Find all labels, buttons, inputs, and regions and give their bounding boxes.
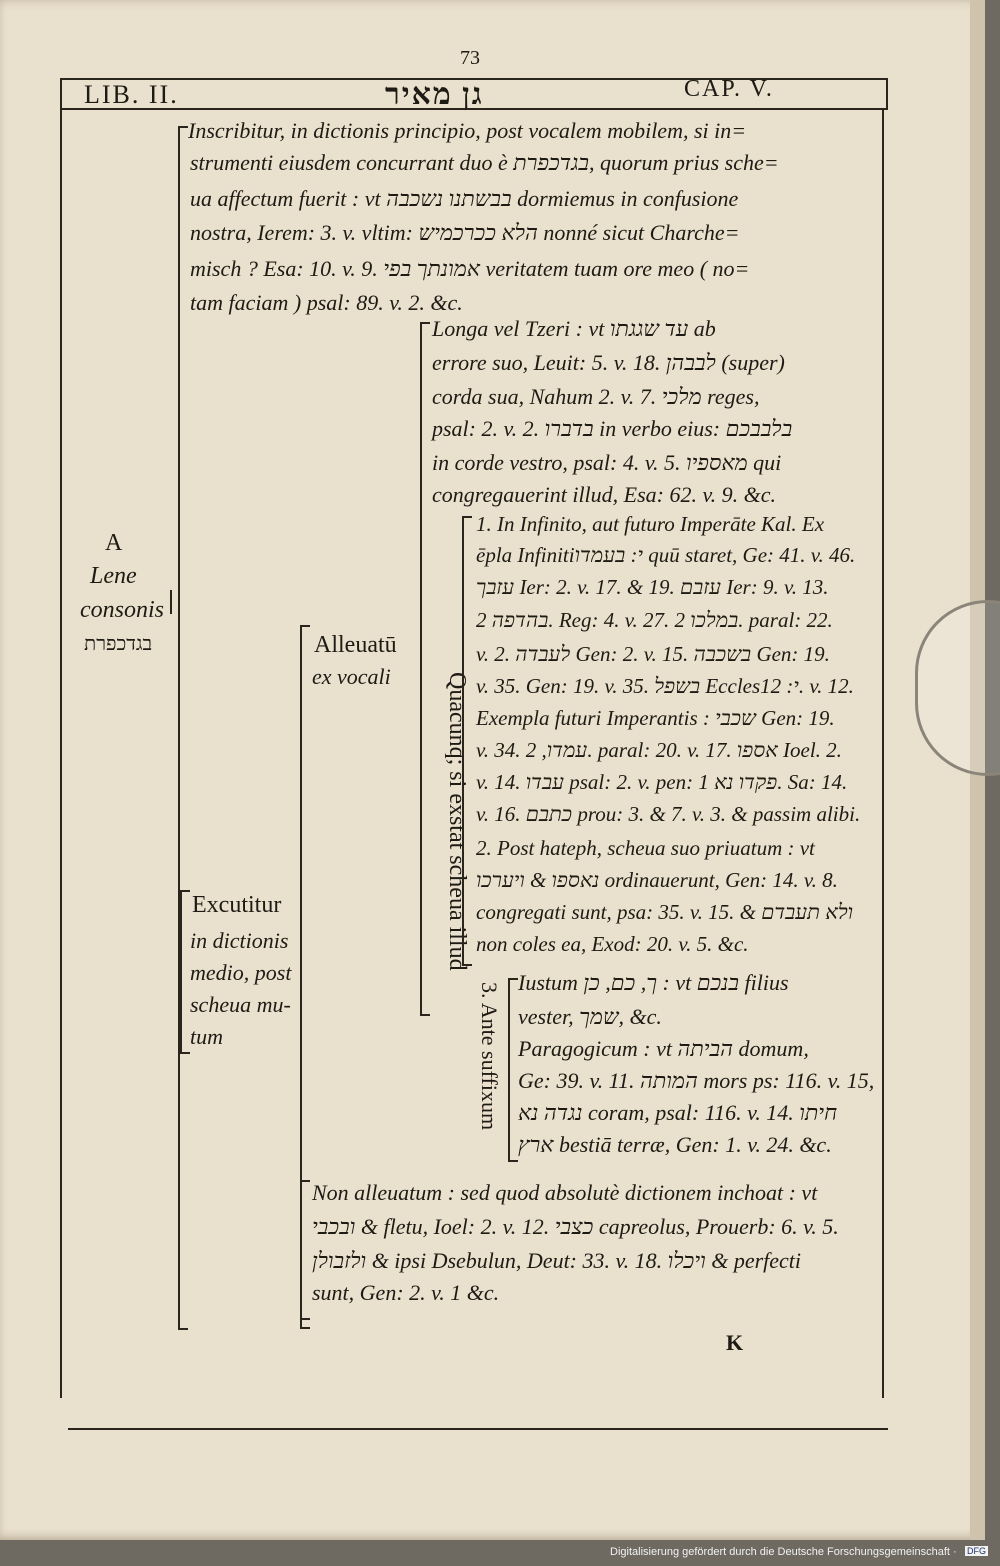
non-alleuatum-brace: [300, 1180, 310, 1320]
top-line: misch ? Esa: 10. v. 9. אמונתך בפי veritatem tuam ore meo ( no=: [190, 256, 750, 281]
left-label-letter: A: [105, 530, 123, 556]
page-tab-clip: [915, 600, 1000, 776]
iustum-brace: [508, 978, 518, 1162]
longa-brace: [420, 322, 430, 1016]
non-alleuatum-line: sunt, Gen: 2. v. 1 &c.: [312, 1280, 500, 1305]
vertical-ante-suffixum: 3. Ante suffixum: [477, 982, 502, 1131]
longa-line: Longa vel Tzeri : vt עד שגגתו ab: [432, 316, 716, 341]
infinito-line: ēpla Infinitiי: בעמדו quū staret, Ge: 41. v. 46.: [476, 543, 856, 567]
infinito-line: v. 35. Gen: 19. v. 35. בשפל Ecclesי: 12. v. 12.: [476, 674, 854, 698]
frame-right-rule: [882, 108, 884, 1398]
longa-line: in corde vestro, psal: 4. v. 5. מאספיו qui: [432, 450, 782, 475]
iustum-line: ארץ bestiā terræ, Gen: 1. v. 24. &c.: [518, 1132, 832, 1157]
infinito-line: 2. Post hateph, scheua suo priuatum : vt: [476, 836, 815, 860]
alleuatu-label-line: ex vocali: [312, 664, 391, 689]
infinito-line: v. 2. לעבדה Gen: 2. v. 15. בשכבה Gen: 19.: [476, 642, 830, 666]
page-number: 73: [460, 47, 480, 69]
left-label-line-2: consonis: [80, 597, 164, 623]
infinito-line: Exempla futuri Imperantis : שכבי Gen: 19.: [476, 706, 835, 730]
top-line: strumenti eiusdem concurrant duo è בגדכפרת, quorum prius sche=: [190, 150, 779, 175]
main-brace-stem: [170, 590, 172, 614]
iustum-line: Iustum ך, כם, כן : vt בנכם filius: [518, 970, 789, 995]
excutitur-label-line: medio, post: [190, 960, 292, 985]
excutitur-label-line: Excutitur: [192, 892, 282, 918]
main-brace: [178, 126, 188, 1330]
excutitur-label-line: tum: [190, 1024, 223, 1049]
longa-line: corda sua, Nahum 2. v. 7. מלכי reges,: [432, 384, 760, 409]
longa-line: errore suo, Leuit: 5. v. 18. לבבהן (super): [432, 350, 785, 375]
top-line: tam faciam ) psal: 89. v. 2. &c.: [190, 290, 463, 315]
infinito-line: 1. In Infinito, aut futuro Imperāte Kal. Ex: [476, 512, 825, 536]
non-alleuatum-line: Non alleuatum : sed quod absolutè dictionem inchoat : vt: [312, 1180, 818, 1205]
longa-line: congregauerint illud, Esa: 62. v. 9. &c.: [432, 482, 776, 507]
non-alleuatum-line: ובכבי & fletu, Ioel: 2. v. 12. כצבי capreolus, Prouerb: 6. v. 5.: [312, 1214, 839, 1239]
non-alleuatum-line: ולזבולן & ipsi Dsebulun, Deut: 33. v. 18. ויכלו & perfecti: [312, 1248, 802, 1273]
top-line: nostra, Ierem: 3. v. vltim: הלא ככרכמיש nonné sicut Charche=: [190, 220, 740, 245]
alleuatu-label-line: Alleuatū: [314, 632, 397, 658]
infinito-line: congregati sunt, psa: 35. v. 15. & ולא תעבדם: [476, 900, 854, 924]
vertical-quacunq: Quacunq; si exstat scheua illud: [444, 672, 470, 971]
infinito-line: נאספו & ויערכו ordinauerunt, Gen: 14. v. 8.: [476, 868, 838, 892]
infinito-line: עזבך Ier: 2. v. 17. & 19. עזבם Ier: 9. v. 13.: [476, 575, 829, 599]
excutitur-label-line: in dictionis: [190, 928, 289, 953]
excutitur-brace: [180, 890, 190, 1054]
signature-mark: K: [726, 1330, 744, 1355]
infinito-line: v. 14. עבדו psal: 2. v. pen: פקדו נא 1. Sa: 14.: [476, 770, 848, 794]
footer-credit: Digitalisierung gefördert durch die Deutsche Forschungsgemeinschaft ·: [610, 1546, 957, 1558]
top-line: ua affectum fuerit : vt בבשתנו נשכבה dormiemus in confusione: [190, 186, 739, 211]
iustum-line: נגדה נא coram, psal: 116. v. 14. חיתו: [518, 1100, 838, 1125]
infinito-brace: [462, 516, 472, 966]
left-label-line-3: בגדכפרת: [84, 633, 153, 655]
top-line: Inscribitur, in dictionis principio, post vocalem mobilem, si in=: [188, 118, 747, 143]
iustum-line: vester, שמך, &c.: [518, 1004, 662, 1029]
excutitur-label-line: scheua mu-: [190, 992, 291, 1017]
header-lib: LIB. II.: [84, 80, 179, 109]
header-title-hebrew: גן מאיר: [385, 78, 484, 111]
infinito-line: non coles ea, Exod: 20. v. 5. &c.: [476, 932, 749, 956]
iustum-line: Paragogicum : vt הביתה domum,: [518, 1036, 809, 1061]
dfg-logo: DFG: [967, 1546, 986, 1556]
header-cap: CAP. V.: [684, 76, 774, 102]
infinito-line: v. 34. עמדו, 2. paral: 20. v. 17. אספו Ioel. 2.: [476, 738, 842, 762]
infinito-line: v. 16. כתבם prou: 3. & 7. v. 3. & passim alibi.: [476, 802, 861, 826]
frame-bottom-rule: [68, 1428, 888, 1430]
frame-left-rule: [60, 108, 62, 1398]
infinito-line: בהדפה 2. Reg: 4. v. 27. במלכו 2. paral: 22.: [476, 608, 833, 632]
longa-line: psal: 2. v. 2. בדברו in verbo eius: בלבבכם: [432, 416, 793, 441]
iustum-line: Ge: 39. v. 11. המותה mors ps: 116. v. 15,: [518, 1068, 875, 1093]
left-label-line-1: Lene: [90, 563, 137, 589]
